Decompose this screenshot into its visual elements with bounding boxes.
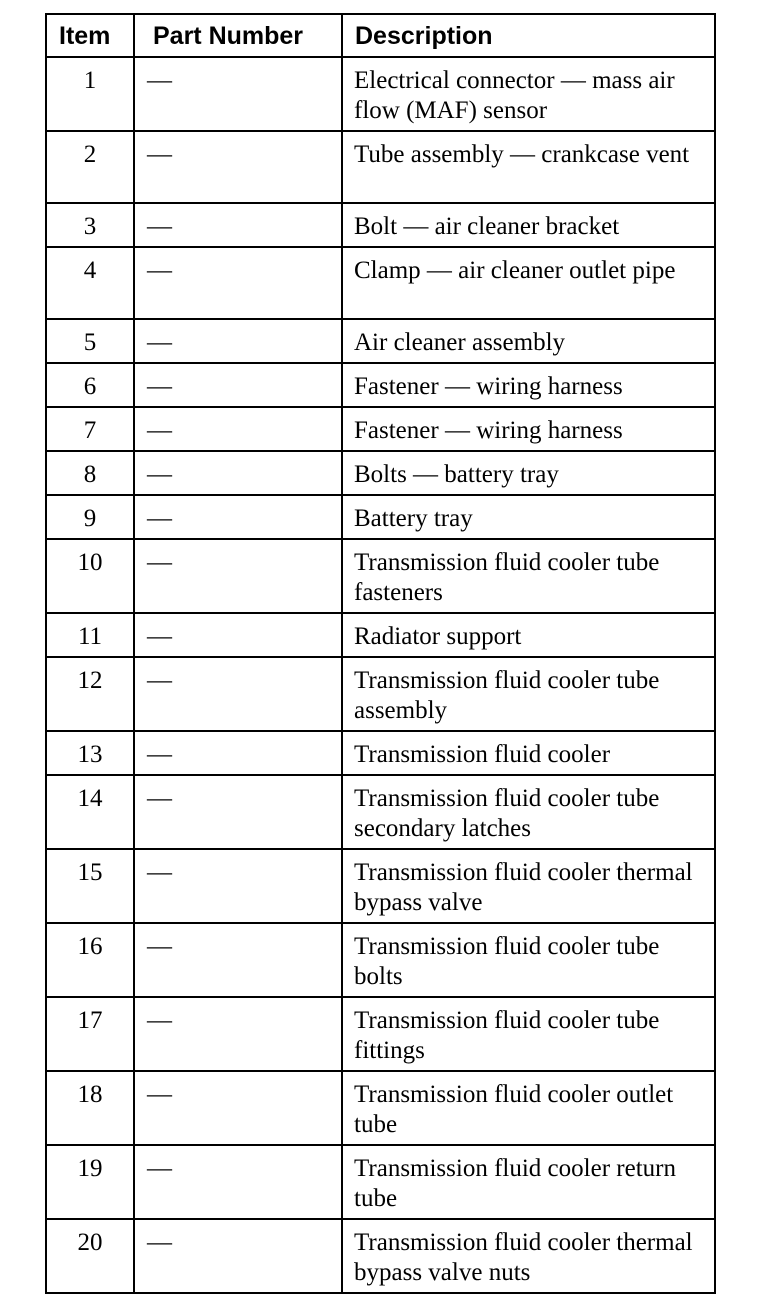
cell-part-number: —: [134, 495, 342, 539]
cell-description: Clamp — air cleaner outlet pipe: [342, 247, 715, 319]
cell-description: Radiator support: [342, 613, 715, 657]
cell-item: 15: [46, 849, 134, 923]
cell-item: 14: [46, 775, 134, 849]
header-row: [46, 14, 715, 57]
table-row: [46, 247, 715, 319]
cell-description: Fastener — wiring harness: [342, 407, 715, 451]
table-row: [46, 849, 715, 923]
table-row: [46, 657, 715, 731]
cell-part-number: —: [134, 407, 342, 451]
table-row: [46, 539, 715, 613]
cell-description: Transmission fluid cooler tube bolts: [342, 923, 715, 997]
cell-part-number: —: [134, 319, 342, 363]
table-row: [46, 1219, 715, 1293]
cell-description: Bolt — air cleaner bracket: [342, 203, 715, 247]
cell-part-number: —: [134, 731, 342, 775]
cell-description: Air cleaner assembly: [342, 319, 715, 363]
cell-description: Transmission fluid cooler tube secondary latches: [342, 775, 715, 849]
table-row: [46, 319, 715, 363]
cell-part-number: —: [134, 1219, 342, 1293]
table-row: [46, 997, 715, 1071]
cell-part-number: —: [134, 203, 342, 247]
cell-part-number: —: [134, 539, 342, 613]
table-body: [46, 57, 715, 1293]
cell-item: 9: [46, 495, 134, 539]
cell-part-number: —: [134, 247, 342, 319]
cell-description: Transmission fluid cooler tube fasteners: [342, 539, 715, 613]
cell-part-number: —: [134, 451, 342, 495]
cell-description: Transmission fluid cooler thermal bypass valve nuts: [342, 1219, 715, 1293]
cell-item: 20: [46, 1219, 134, 1293]
table-row: [46, 775, 715, 849]
cell-item: 12: [46, 657, 134, 731]
cell-part-number: —: [134, 363, 342, 407]
cell-item: 10: [46, 539, 134, 613]
cell-item: 17: [46, 997, 134, 1071]
cell-description: Transmission fluid cooler: [342, 731, 715, 775]
table-row: [46, 363, 715, 407]
cell-part-number: —: [134, 849, 342, 923]
header-item: Item: [46, 14, 134, 57]
cell-description: Electrical connector — mass air flow (MAF) sensor: [342, 57, 715, 131]
cell-part-number: —: [134, 57, 342, 131]
table-row: [46, 495, 715, 539]
cell-description: Tube assembly — crankcase vent: [342, 131, 715, 203]
cell-part-number: —: [134, 1071, 342, 1145]
cell-item: 6: [46, 363, 134, 407]
cell-item: 11: [46, 613, 134, 657]
table-header: [46, 14, 715, 57]
cell-part-number: —: [134, 997, 342, 1071]
cell-description: Transmission fluid cooler outlet tube: [342, 1071, 715, 1145]
cell-description: Transmission fluid cooler tube assembly: [342, 657, 715, 731]
cell-description: Bolts — battery tray: [342, 451, 715, 495]
cell-item: 16: [46, 923, 134, 997]
table-row: [46, 57, 715, 131]
cell-description: Transmission fluid cooler return tube: [342, 1145, 715, 1219]
cell-description: Transmission fluid cooler tube fittings: [342, 997, 715, 1071]
cell-description: Battery tray: [342, 495, 715, 539]
header-part-number: Part Number: [134, 14, 342, 57]
cell-part-number: —: [134, 657, 342, 731]
table-row: [46, 923, 715, 997]
table-row: [46, 131, 715, 203]
table-row: [46, 1071, 715, 1145]
table-row: [46, 613, 715, 657]
cell-item: 8: [46, 451, 134, 495]
parts-table: [45, 13, 716, 1294]
cell-item: 3: [46, 203, 134, 247]
cell-part-number: —: [134, 1145, 342, 1219]
cell-item: 4: [46, 247, 134, 319]
table-row: [46, 1145, 715, 1219]
table-row: [46, 203, 715, 247]
header-description: Description: [342, 14, 715, 57]
cell-part-number: —: [134, 923, 342, 997]
cell-description: Fastener — wiring harness: [342, 363, 715, 407]
cell-item: 19: [46, 1145, 134, 1219]
cell-item: 2: [46, 131, 134, 203]
cell-part-number: —: [134, 131, 342, 203]
table-row: [46, 451, 715, 495]
cell-item: 1: [46, 57, 134, 131]
table-row: [46, 731, 715, 775]
cell-part-number: —: [134, 775, 342, 849]
cell-description: Transmission fluid cooler thermal bypass valve: [342, 849, 715, 923]
table-row: [46, 407, 715, 451]
cell-item: 18: [46, 1071, 134, 1145]
cell-item: 13: [46, 731, 134, 775]
cell-item: 7: [46, 407, 134, 451]
cell-part-number: —: [134, 613, 342, 657]
cell-item: 5: [46, 319, 134, 363]
